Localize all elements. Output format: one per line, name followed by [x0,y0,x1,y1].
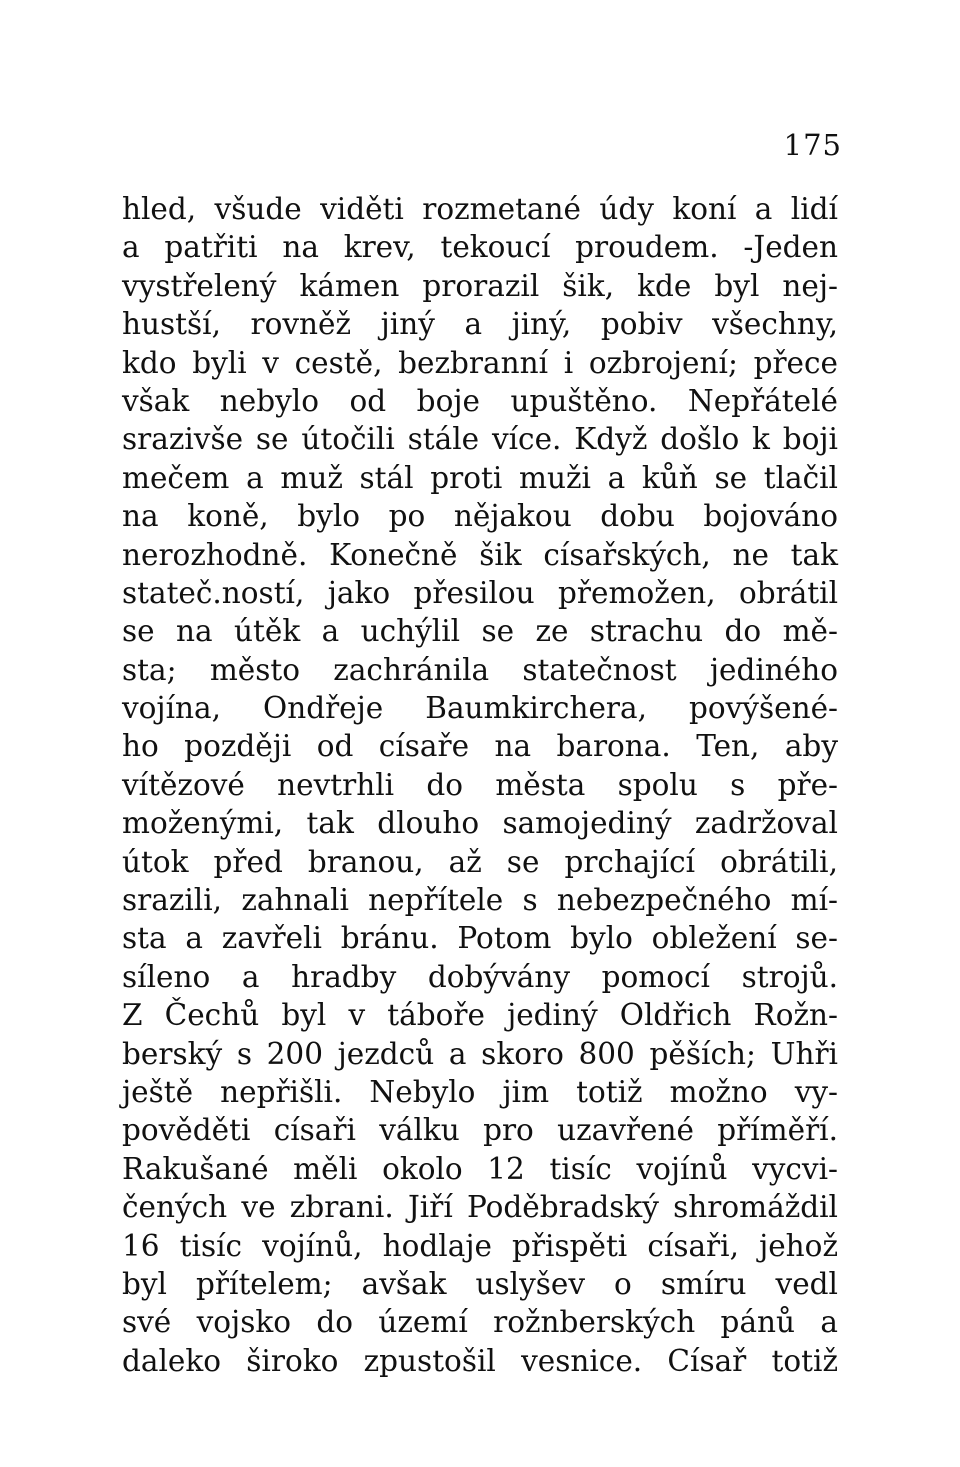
text-line: se na útěk a uchýlil se ze strachu do mě- [122,614,838,649]
text-line: hled, všude viděti rozmetané údy koní a lidí [122,192,838,226]
text-line: sta; město zachránila statečnost jediného [122,652,838,687]
text-line: srazili, zahnali nepřítele s nebezpečného mí- [122,883,838,918]
text-line: ještě nepřišli. Nebylo jim totiž možno vy- [122,1074,838,1109]
text-line: 16 tisíc vojínů, hodlaje přispěti císaři, jehož [122,1228,838,1263]
text-line: pověděti císaři válku pro uzavřené příměří. [122,1113,838,1148]
text-line: útok před branou, až se prchající obrátili, [122,844,838,879]
page-number: 175 [783,128,842,162]
text-line: však nebylo od boje upuštěno. Nepřátelé [122,383,838,418]
text-line: své vojsko do území rožnberských pánů a [122,1305,838,1340]
text-line: Z Čechů byl v táboře jediný Oldřich Rožn- [122,998,838,1033]
text-line: mečem a muž stál proti muži a kůň se tlačil [122,460,838,495]
text-line: vystřelený kámen prorazil šik, kde byl nej- [122,268,838,303]
text-line: byl přítelem; avšak uslyšev o smíru vedl [122,1266,838,1301]
text-line: sta a zavřeli bránu. Potom bylo obležení se- [122,921,838,956]
body-text [122,190,838,1380]
text-line: hustší, rovněž jiný a jiný, pobiv všechny, [122,307,838,342]
text-line: stateč.ností, jako přesilou přemožen, obrátil [122,575,838,610]
text-line: čených ve zbrani. Jiří Poděbradský shromáždil [122,1190,838,1225]
text-line: moženými, tak dlouho samojediný zadržoval [122,806,838,841]
text-line: berský s 200 jezdců a skoro 800 pěších; Uhři [122,1036,838,1071]
text-line: kdo byli v cestě, bezbranní i ozbrojení; přece [122,345,838,380]
text-line: vítězové nevtrhli do města spolu s pře- [122,767,838,802]
text-line: síleno a hradby dobývány pomocí strojů. [122,959,838,994]
text-line: nerozhodně. Konečně šik císařských, ne tak [122,537,838,572]
text-line: na koně, bylo po nějakou dobu bojováno [122,499,838,534]
text-line: srazivše se útočili stále více. Když došlo k boji [122,422,838,457]
text-line: daleko široko zpustošil vesnice. Císař totiž [122,1343,838,1378]
text-line: a patřiti na krev, tekoucí proudem. -Jeden [122,230,838,265]
text-line: Rakušané měli okolo 12 tisíc vojínů vycvi- [122,1151,838,1186]
text-line: ho později od císaře na barona. Ten, aby [122,729,838,764]
text-line: vojína, Ondřeje Baumkirchera, povýšené- [122,691,838,726]
